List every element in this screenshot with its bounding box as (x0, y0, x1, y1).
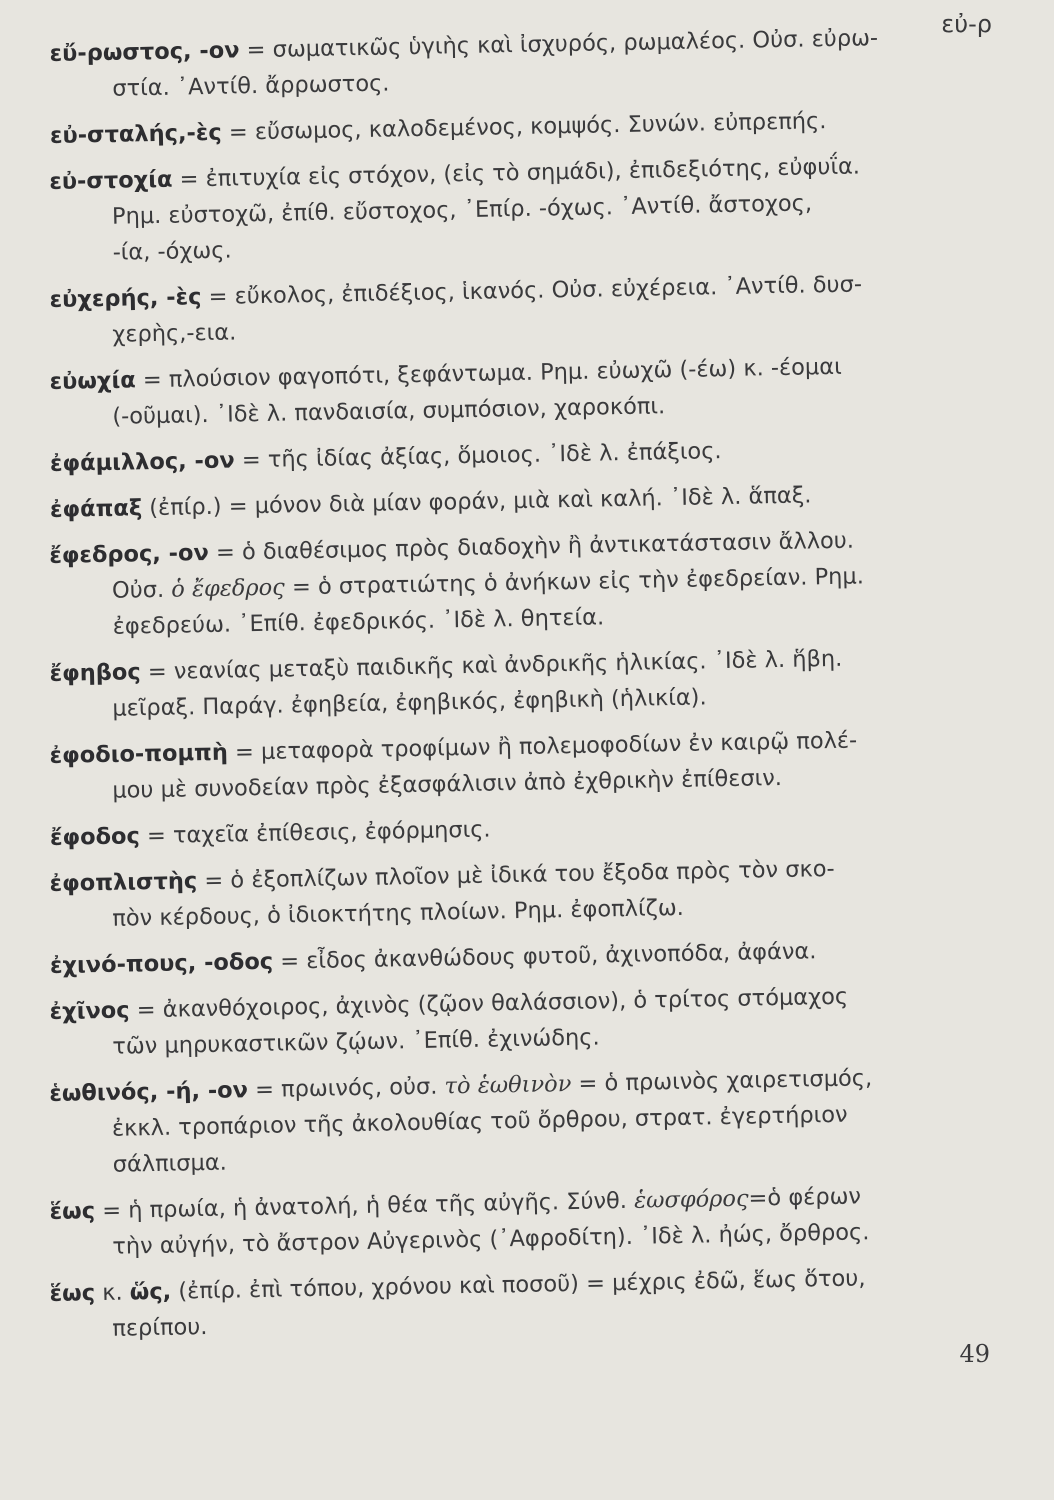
definition-text: ἐκκλ. τροπάριον τῆς ἀκολουθίας τοῦ ὄρθρου, στρατ. ἐγερτήριον (111, 1101, 848, 1142)
headword: εὐωχία (49, 367, 136, 396)
definition-text: = ὁ πρωινὸς χαιρετισμός, (571, 1065, 873, 1097)
dictionary-entry (49, 638, 990, 728)
definition-text: = πρωινός, οὐσ. (247, 1073, 445, 1104)
italic-term: ὁ ἔφεδρος (171, 574, 286, 603)
definition-text: πὸν κέρδους, ὁ ἰδιοκτήτης πλοίων. Ρημ. ἐφοπλίζω. (112, 894, 685, 932)
definition-text: = σωματικῶς ὑγιὴς καὶ ἰσχυρός, ρωμαλέος. Οὐσ. εὐρω- (239, 25, 879, 64)
definition-text: κ. (94, 1279, 131, 1307)
headword: ἔφηβος (49, 659, 141, 688)
dictionary-entry (49, 146, 991, 272)
headword: ἔφοδος (49, 823, 141, 851)
definition-text: = τῆς ἰδίας ἀξίας, ὅμοιος. ᾽Ιδὲ λ. ἐπάξιος. (234, 438, 722, 474)
definition-text: τῶν μηρυκαστικῶν ζῴων. ᾽Επίθ. ἐχινώδης. (112, 1024, 600, 1060)
definition-text: (ἐπίρ. ἐπὶ τόπου, χρόνου καὶ ποσοῦ) = μέχρις ἐδῶ, ἕως ὅτου, (170, 1265, 866, 1305)
headword: ἐφάμιλλος, -ον (49, 447, 235, 477)
headword: ἐφοδιο-πομπὴ (49, 739, 229, 770)
definition-text: = ἀκανθόχοιρος, ἀχινὸς (ζῷον θαλάσσιον), ὁ τρίτος στόμαχος (129, 983, 849, 1024)
headword: ἕως (49, 1280, 96, 1308)
running-header: εὐ-ρ (941, 10, 992, 38)
dictionary-entry (49, 720, 990, 810)
entry-first-line (50, 930, 991, 984)
dictionary-entries (49, 25, 990, 1358)
dictionary-entry (49, 1258, 990, 1348)
definition-text: = πλούσιον φαγοπότι, ξεφάντωμα. Ρημ. εὐωχῶ (-έω) κ. -έομαι (135, 353, 842, 394)
dictionary-entry (49, 18, 990, 108)
dictionary-entry (49, 1058, 991, 1184)
definition-text: = ὁ ἐξοπλίζων πλοῖον μὲ ἰδικά του ἔξοδα πρὸς τὸν σκο- (197, 855, 835, 895)
definition-text: Οὐσ. (111, 576, 172, 604)
headword: ὥς, (129, 1278, 172, 1306)
dictionary-entry (50, 930, 991, 984)
definition-text: (-οῦμαι). ᾽Ιδὲ λ. πανδαισία, συμπόσιον, χαροκόπι. (112, 393, 666, 430)
headword: ἔφεδρος, -ον (49, 539, 210, 570)
definition-text: =ὁ φέρων (748, 1183, 862, 1212)
headword: εὐχερής, -ὲς (49, 284, 202, 314)
definition-text: -ία, -όχως. (112, 237, 232, 266)
dictionary-entry (50, 428, 991, 482)
page-number: 49 (959, 1340, 990, 1368)
headword: ἐχινό-πους, -οδος (49, 948, 274, 979)
headword: ἑωθινός, -ή, -ον (49, 1077, 249, 1108)
definition-text: = ἡ πρωία, ἡ ἀνατολή, ἡ θέα τῆς αὐγῆς. Σύνθ. (94, 1187, 635, 1225)
headword: εὔ-ρωστος, -ον (49, 37, 240, 68)
headword: ἐφοπλιστὴς (49, 868, 198, 898)
definition-text: = ἐπιτυχία εἰς στόχον, (εἰς τὸ σημάδι), ἐπιδεξιότης, εὐφυΐα. (172, 153, 861, 193)
definition-text: στία. ᾽Αντίθ. ἄρρωστος. (112, 70, 390, 102)
definition-text: = ταχεῖα ἐπίθεσις, ἐφόρμησις. (139, 816, 491, 850)
definition-text: σάλπισμα. (112, 1149, 228, 1178)
entry-first-line (50, 428, 991, 482)
definition-text: = εὔκολος, ἐπιδέξιος, ἱκανός. Οὐσ. εὐχέρεια. ᾽Αντίθ. δυσ- (201, 271, 863, 311)
headword: ἐχῖνος (49, 997, 130, 1026)
dictionary-entry (50, 474, 991, 528)
definition-text: = ὁ στρατιώτης ὁ ἀνήκων εἰς τὴν ἐφεδρείαν. Ρημ. (284, 563, 865, 601)
dictionary-entry (49, 976, 990, 1066)
entry-first-line (50, 802, 991, 856)
dictionary-entry (49, 264, 990, 354)
headword: ἕως (49, 1198, 96, 1226)
definition-text: = μεταφορὰ τροφίμων ἢ πολεμοφοδίων ἐν καιρῷ πολέ- (227, 727, 858, 766)
definition-text: (ἐπίρ.) = μόνον διὰ μίαν φοράν, μιὰ καὶ καλή. ᾽Ιδὲ λ. ἅπαξ. (141, 482, 812, 522)
dictionary-entry (49, 346, 990, 436)
definition-text: = εἶδος ἀκανθώδους φυτοῦ, ἀχινοπόδα, ἀφάνα. (272, 938, 817, 975)
entry-first-line (50, 100, 991, 154)
definition-text: χερὴς,-εια. (112, 319, 237, 348)
definition-text: ἐφεδρεύω. ᾽Επίθ. ἐφεδρικός. ᾽Ιδὲ λ. θητεία. (112, 604, 605, 640)
dictionary-entry (49, 848, 990, 938)
definition-text: μεῖραξ. Παράγ. ἐφηβεία, ἐφηβικός, ἐφηβικὴ (ἡλικία). (112, 684, 707, 722)
definition-text: = νεανίας μεταξὺ παιδικῆς καὶ ἀνδρικῆς ἡλικίας. ᾽Ιδὲ λ. ἥβη. (140, 645, 843, 686)
dictionary-entry (49, 1176, 990, 1266)
definition-text: μου μὲ συνοδείαν πρὸς ἐξασφάλισιν ἀπὸ ἐχθρικὴν ἐπίθεσιν. (112, 764, 783, 804)
definition-text: τὴν αὐγήν, τὸ ἄστρον Αὐγερινὸς (᾽Αφροδίτη). ᾽Ιδὲ λ. ἠώς, ὄρθρος. (112, 1219, 870, 1260)
italic-term: ἑωσφόρος (633, 1185, 749, 1214)
dictionary-entry (49, 520, 991, 646)
definition-text: Ρημ. εὐστοχῶ, ἐπίθ. εὔστοχος, ᾽Επίρ. -όχως. ᾽Αντίθ. ἄστοχος, (111, 190, 813, 230)
headword: εὐ-σταλής,-ὲς (49, 119, 222, 149)
entry-first-line (50, 474, 991, 528)
definition-text: = εὔσωμος, καλοδεμένος, κομψός. Συνών. εὐπρεπής. (221, 108, 827, 146)
headword: εὐ-στοχία (49, 166, 173, 196)
headword: ἐφάπαξ (49, 495, 143, 523)
italic-term: τὸ ἑωθινὸν (444, 1070, 572, 1100)
dictionary-entry (50, 802, 991, 856)
definition-text: περίπου. (112, 1313, 208, 1342)
dictionary-entry (50, 100, 991, 154)
definition-text: = ὁ διαθέσιμος πρὸς διαδοχὴν ἢ ἀντικατάστασιν ἄλλου. (208, 527, 855, 566)
